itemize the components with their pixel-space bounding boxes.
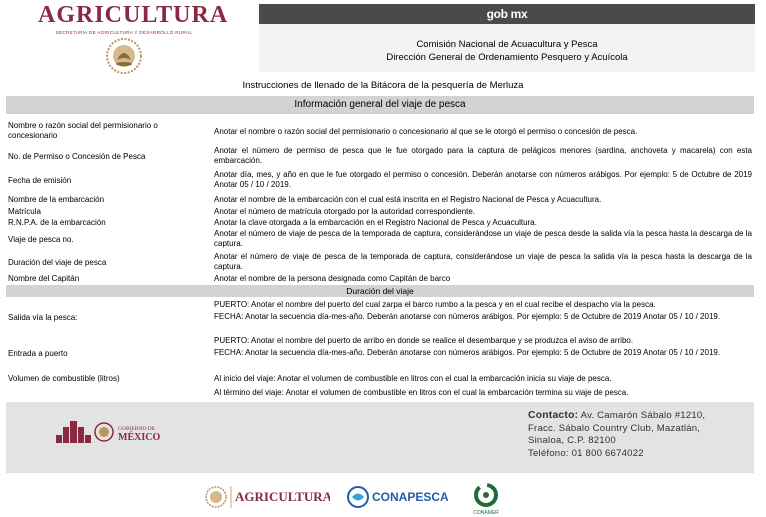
field-desc-salida-puerto: PUERTO: Anotar el nombre del puerto del cual zarpa el barco rumbo a la pesca y en el cual recibe el despacho vía la pesca. xyxy=(214,300,656,309)
gob-mx-bar xyxy=(259,4,755,24)
field-label-matricula: Matrícula xyxy=(8,207,41,216)
field-desc-combustible-inicio: Al inicio del viaje: Anotar el volumen de combustible en litros con el cual la embarcación inicia su viaje de pesca. xyxy=(214,374,612,383)
agricultura-seal-icon xyxy=(204,482,330,512)
field-label-salida: Salida vía la pesca: xyxy=(8,313,78,322)
bottom-conamer-logo xyxy=(470,482,502,516)
contact-address-line3: Sinaloa, C.P. 82100 xyxy=(528,435,616,447)
field-desc-entrada-fecha: FECHA: Anotar la secuencia día-mes-año. Deberán anotarse con números arábigos. Por ejemplo: 5 de Octubre de 2019 Anotar 05 / 10 / 2019. xyxy=(214,348,721,357)
bottom-agricultura-text: AGRICULTURA xyxy=(235,489,330,504)
svg-text:MÉXICO: MÉXICO xyxy=(118,432,161,443)
contact-info xyxy=(528,410,754,460)
field-desc-duracion-viaje: Anotar el número de viaje de pesca de la temporada de captura, considerándose un viaje de pesca la salida vía la pesca hasta la descarga de la captura. xyxy=(214,252,752,271)
gobierno-mexico-logo xyxy=(54,417,184,447)
field-desc-capitan: Anotar el nombre de la persona designada como Capitán de barco xyxy=(214,274,451,283)
org-department: Dirección General de Ordenamiento Pesquero y Acuícola xyxy=(386,52,628,63)
org-name: Comisión Nacional de Acuacultura y Pesca xyxy=(416,39,598,50)
field-label-permiso: No. de Permiso o Concesión de Pesca xyxy=(8,152,146,161)
field-label-entrada: Entrada a puerto xyxy=(8,349,68,358)
field-label-combustible: Volumen de combustible (litros) xyxy=(8,374,120,383)
field-desc-fecha-emision: Anotar día, mes, y año en que le fue otorgado el permiso o concesión. Deberán anotarse con números arábigos. Por ejemplo: 5 de Octubre de 2019 Anotar 05 / 10 / 2019. xyxy=(214,170,752,189)
field-label-viaje-no: Viaje de pesca no. xyxy=(8,235,74,244)
field-label-duracion-viaje: Duración del viaje de pesca xyxy=(8,258,107,267)
field-label-razon-social: Nombre o razón social del permisionario o concesionario xyxy=(8,121,158,140)
field-label-nombre-embarcacion: Nombre de la embarcación xyxy=(8,195,105,204)
field-desc-nombre-embarcacion: Anotar el nombre de la embarcación con el cual está inscrita en el Registro Nacional de Pesca y Acuacultura. xyxy=(214,195,602,204)
agency-header xyxy=(259,24,755,72)
field-desc-combustible-fin: Al término del viaje: Anotar el volumen de combustible en litros con el cual la embarcación termina su viaje de pesca. xyxy=(214,388,629,397)
agricultura-logo-text: AGRICULTURA xyxy=(38,2,229,28)
section-duracion-header: Duración del viaje xyxy=(6,285,754,297)
document-title: Instrucciones de llenado de la Bitácora de la pesquería de Merluza xyxy=(242,80,524,91)
svg-text:CONAPESCA: CONAPESCA xyxy=(372,490,449,504)
section-general-info-header: Información general del viaje de pesca xyxy=(6,96,754,114)
agricultura-logo xyxy=(38,2,229,35)
field-desc-permiso: Anotar el número de permiso de pesca que le fue otorgado para la captura de pelágicos menores (sardina, anchoveta y macarela) con esta embarcación. xyxy=(214,146,752,165)
gobierno-logo-text: GOBIERNO DE xyxy=(118,426,156,432)
field-label-fecha-emision: Fecha de emisión xyxy=(8,176,72,185)
field-label-rnpa: R.N.P.A. de la embarcación xyxy=(8,218,106,227)
field-desc-rnpa: Anotar la clave otorgada a la embarcación en el Registro Nacional de Pesca y Acuacultura. xyxy=(214,218,537,227)
contact-label: Contacto: xyxy=(528,410,579,421)
field-desc-matricula: Anotar el número de matrícula otorgado por la autoridad correspondiente. xyxy=(214,207,476,216)
contact-address-line1: Av. Camarón Sábalo #1210, xyxy=(580,410,706,421)
contact-address-line2: Fracc. Sábalo Country Club, Mazatlán, xyxy=(528,422,701,434)
field-label-capitan: Nombre del Capitán xyxy=(8,274,80,283)
bottom-conapesca-logo xyxy=(346,482,456,512)
svg-text:CONAMER: CONAMER xyxy=(473,510,499,516)
contact-phone: Teléfono: 01 800 6674022 xyxy=(528,447,644,459)
bottom-agricultura-logo xyxy=(204,482,330,512)
agricultura-logo-subtitle: SECRETARÍA DE AGRICULTURA Y DESARROLLO RURAL xyxy=(55,30,193,35)
mexico-seal-icon xyxy=(104,36,144,76)
field-desc-razon-social: Anotar el nombre o razón social del permisionario o concesionario al que se le otorgó el permiso o concesión de pesca. xyxy=(214,127,638,136)
conapesca-fish-icon xyxy=(346,482,456,512)
field-desc-entrada-puerto: PUERTO: Anotar el nombre del puerto de arribo en donde se realice el desembarque y se produzca el aviso de arribo. xyxy=(214,336,634,345)
field-desc-salida-fecha: FECHA: Anotar la secuencia día-mes-año. Deberán anotarse con números arábigos. Por ejemplo: 5 de Octubre de 2019 Anotar 05 / 10 / 2019. xyxy=(214,312,721,321)
gob-mx-logo: gob mx xyxy=(486,7,528,21)
conamer-icon xyxy=(470,482,502,516)
field-desc-viaje-no: Anotar el número de viaje de pesca de la temporada de captura, considerándose un viaje de pesca desde la salida vía la pesca hasta la descarga de la captura. xyxy=(214,229,752,248)
